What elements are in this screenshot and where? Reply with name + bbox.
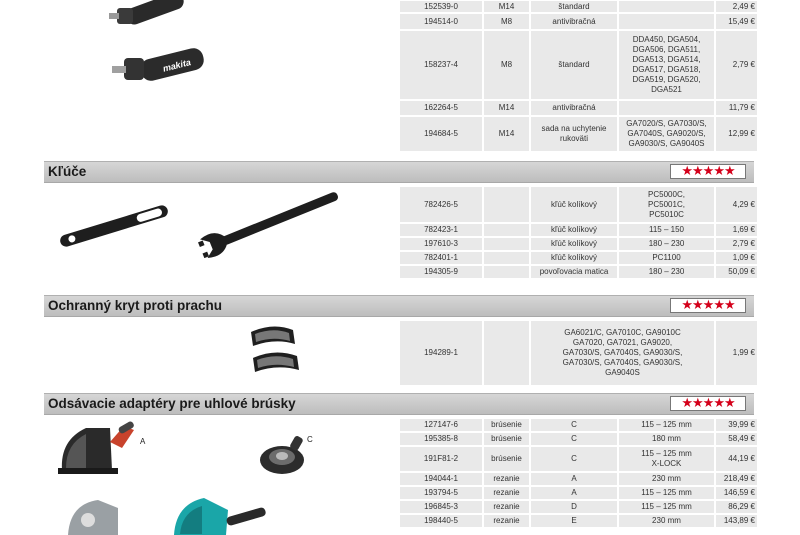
table-cell [484, 266, 529, 278]
table-cell: štandard [531, 31, 617, 99]
table-cell: 152539-0 [400, 1, 482, 12]
cutting-adapter-image [52, 420, 152, 480]
table-cell: C [531, 419, 617, 431]
table-cell [619, 101, 714, 115]
table-cell: kľúč kolíkový [531, 187, 617, 222]
table-row [400, 487, 757, 499]
table-row [400, 433, 757, 445]
side-handle-image [105, 0, 200, 34]
section-title: Odsávacie adaptéry pre uhlové brúsky [48, 396, 296, 411]
adapters-table [398, 417, 759, 529]
table-cell: 1,99 € [716, 321, 757, 385]
table-cell: 127147-6 [400, 419, 482, 431]
table-cell: brúsenie [484, 447, 529, 471]
table-cell: 191F81-2 [400, 447, 482, 471]
table-cell: D [531, 501, 617, 513]
table-row [400, 419, 757, 431]
table-cell: 194514-0 [400, 14, 482, 29]
table-cell: brúsenie [484, 433, 529, 445]
dust-cover-table [398, 319, 759, 387]
section-title: Kľúče [48, 164, 87, 179]
table-cell: 115 – 125 mm [619, 501, 714, 513]
table-cell [619, 1, 714, 12]
table-cell: rezanie [484, 473, 529, 485]
table-cell: 115 – 125 mm [619, 419, 714, 431]
table-row [400, 447, 757, 471]
table-row [400, 117, 757, 151]
table-cell: 12,99 € [716, 117, 757, 151]
adapter-teal-image [168, 488, 268, 535]
pin-wrench-image [52, 196, 177, 256]
table-cell: 180 – 230 [619, 238, 714, 250]
table-cell: štandard [531, 1, 617, 12]
table-row [400, 252, 757, 264]
table-cell: 86,29 € [716, 501, 757, 513]
table-cell: 143,89 € [716, 515, 757, 527]
table-row [400, 31, 757, 99]
antivibration-handle-image [110, 42, 210, 92]
table-row [400, 238, 757, 250]
table-cell: povoľovacia matica [531, 266, 617, 278]
table-cell [484, 238, 529, 250]
table-cell: 15,49 € [716, 14, 757, 29]
table-cell: 115 – 150 [619, 224, 714, 236]
dust-cover-image [245, 322, 305, 380]
table-cell: 115 – 125 mm X-LOCK [619, 447, 714, 471]
table-cell: A [531, 473, 617, 485]
keys-table [398, 185, 759, 280]
table-cell: C [531, 433, 617, 445]
table-cell: PC5000C, PC5001C, PC5010C [619, 187, 714, 222]
table-cell: A [531, 487, 617, 499]
rating-stars: ★★★★★ [670, 164, 746, 179]
table-row [400, 321, 757, 385]
table-cell: sada na uchytenie rukoväti [531, 117, 617, 151]
table-cell: brúsenie [484, 419, 529, 431]
table-cell: 1,09 € [716, 252, 757, 264]
table-cell: 194305-9 [400, 266, 482, 278]
spanner-wrench-image [195, 188, 345, 258]
table-cell: 2,79 € [716, 31, 757, 99]
table-cell: 195385-8 [400, 433, 482, 445]
table-cell: 782401-1 [400, 252, 482, 264]
handles-table [398, 0, 759, 153]
table-cell: GA7020/S, GA7030/S, GA7040S, GA9020/S, GA9030/S, GA9040S [619, 117, 714, 151]
table-row [400, 14, 757, 29]
table-cell: 50,09 € [716, 266, 757, 278]
label-a: A [140, 437, 146, 446]
table-cell: 180 – 230 [619, 266, 714, 278]
table-cell: 44,19 € [716, 447, 757, 471]
rating-stars: ★★★★★ [670, 298, 746, 313]
grinding-adapter-image [252, 430, 320, 480]
table-row [400, 473, 757, 485]
label-c: C [307, 435, 313, 444]
table-row [400, 1, 757, 12]
table-cell: rezanie [484, 501, 529, 513]
makita-logo: makita [161, 57, 192, 74]
table-cell: GA6021/C, GA7010C, GA9010C GA7020, GA7021, GA9020, GA7030/S, GA7040S, GA9030/S, GA7030/S, GA7040S, GA9030/S, GA9040S [531, 321, 714, 385]
rating-stars: ★★★★★ [670, 396, 746, 411]
table-row [400, 515, 757, 527]
table-cell: rezanie [484, 515, 529, 527]
table-cell: 230 mm [619, 515, 714, 527]
table-cell [484, 321, 529, 385]
table-cell: 197610-3 [400, 238, 482, 250]
table-cell: C [531, 447, 617, 471]
table-cell: 162264-5 [400, 101, 482, 115]
table-cell: 11,79 € [716, 101, 757, 115]
table-cell: 782426-5 [400, 187, 482, 222]
table-cell [619, 14, 714, 29]
table-cell [484, 187, 529, 222]
table-cell: E [531, 515, 617, 527]
table-cell: M8 [484, 14, 529, 29]
table-cell: 115 – 125 mm [619, 487, 714, 499]
table-cell: M8 [484, 31, 529, 99]
table-cell: 158237-4 [400, 31, 482, 99]
table-cell: PC1100 [619, 252, 714, 264]
table-cell: 194289-1 [400, 321, 482, 385]
table-cell: 230 mm [619, 473, 714, 485]
table-cell: kľúč kolíkový [531, 224, 617, 236]
section-title: Ochranný kryt proti prachu [48, 298, 223, 313]
table-row [400, 501, 757, 513]
table-cell: M14 [484, 117, 529, 151]
table-cell: 58,49 € [716, 433, 757, 445]
table-cell: antivibračná [531, 14, 617, 29]
table-row [400, 266, 757, 278]
table-cell: 2,79 € [716, 238, 757, 250]
table-cell: M14 [484, 1, 529, 12]
table-row [400, 101, 757, 115]
table-cell [484, 224, 529, 236]
table-cell: 218,49 € [716, 473, 757, 485]
table-cell [484, 252, 529, 264]
table-row [400, 224, 757, 236]
table-cell: rezanie [484, 487, 529, 499]
table-cell: 193794-5 [400, 487, 482, 499]
table-cell: M14 [484, 101, 529, 115]
table-cell: 39,99 € [716, 419, 757, 431]
table-cell: 782423-1 [400, 224, 482, 236]
table-cell: 180 mm [619, 433, 714, 445]
table-cell: 4,29 € [716, 187, 757, 222]
table-cell: 194044-1 [400, 473, 482, 485]
section-header-keys [44, 161, 754, 183]
table-cell: kľúč kolíkový [531, 238, 617, 250]
section-header-dust-cover [44, 295, 754, 317]
table-cell: 2,49 € [716, 1, 757, 12]
table-cell: 1,69 € [716, 224, 757, 236]
section-header-adapters [44, 393, 754, 415]
table-row [400, 187, 757, 222]
table-cell: 194684-5 [400, 117, 482, 151]
table-cell: 196845-3 [400, 501, 482, 513]
table-cell: kľúč kolíkový [531, 252, 617, 264]
table-cell: DDA450, DGA504, DGA506, DGA511, DGA513, DGA514, DGA517, DGA518, DGA519, DGA520, DGA521 [619, 31, 714, 99]
table-cell: 146,59 € [716, 487, 757, 499]
adapter-silver-image [58, 490, 128, 535]
table-cell: 198440-5 [400, 515, 482, 527]
table-cell: antivibračná [531, 101, 617, 115]
